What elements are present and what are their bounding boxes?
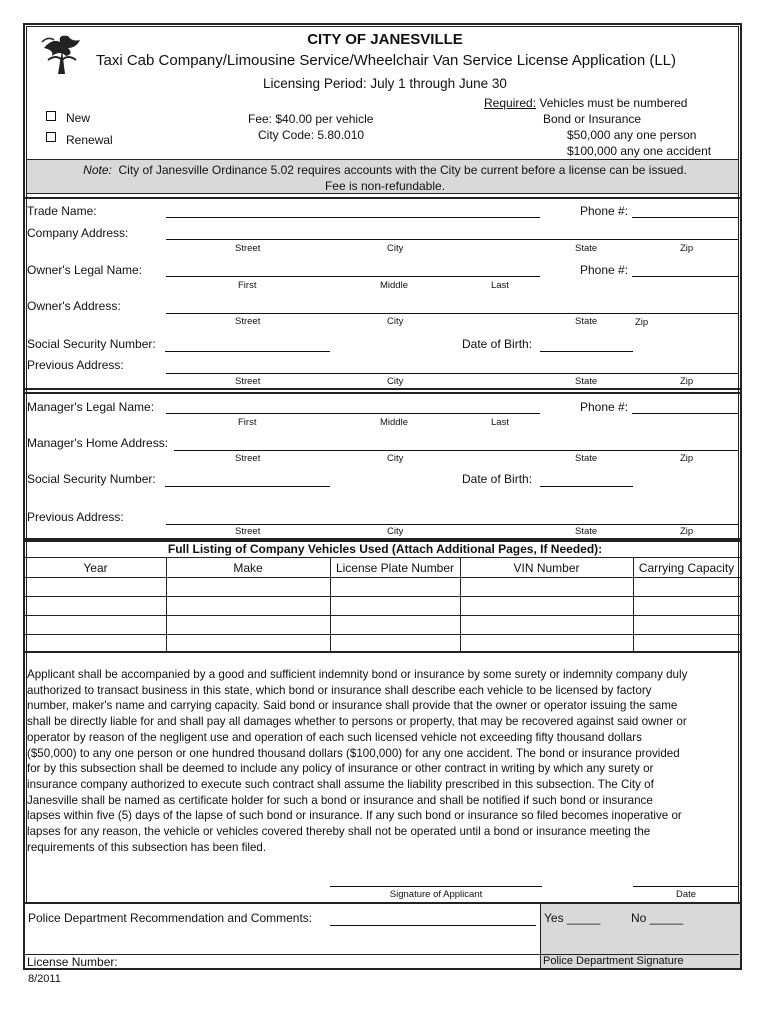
owner-middle-caption: Middle [380, 280, 408, 291]
owner-dob-field[interactable] [540, 351, 633, 352]
col-year: Year [83, 561, 108, 575]
police-no-option[interactable]: No _____ [631, 911, 684, 925]
police-yes-option[interactable]: Yes _____ [544, 911, 601, 925]
legal-line: requirements of this subsection has been filed. [27, 840, 267, 854]
manager-dob-label: Date of Birth: [462, 472, 533, 486]
company-address-label: Company Address: [27, 226, 129, 240]
applicant-signature-field[interactable] [330, 886, 542, 887]
owner-first-caption: First [238, 280, 257, 291]
note-label: Note: [83, 163, 112, 177]
legal-line: for by this subsection shall be deemed to include any policy of insurance or other contract in writing by which any surety or [27, 762, 654, 776]
legal-line: ($50,000) to any one person or one hundred thousand dollars ($100,000) for any one accident. The bond or insurance provided [27, 746, 680, 760]
legal-line: insurance company authorized to execute such contract shall assume the liability prescribed in this subsection. The City of [27, 777, 654, 791]
owner-address-label: Owner's Address: [27, 299, 121, 313]
amount-person: $50,000 any one person [567, 128, 697, 142]
legal-line: operator by reason of the negligent use and operation of each such licensed vehicle not exceeding fifty thousand dollars [27, 730, 642, 744]
manager-ssn-field[interactable] [165, 486, 330, 487]
amount-accident: $100,000 any one accident [567, 144, 712, 158]
signature-date-caption: Date [675, 889, 697, 900]
owner-name-label: Owner's Legal Name: [27, 263, 143, 277]
note-text: City of Janesville Ordinance 5.02 requires accounts with the City be current before a license can be issued. [118, 163, 687, 177]
renewal-label: Renewal [66, 133, 113, 147]
owner-prev-street-caption: Street [235, 376, 261, 387]
legal-line: lapses within five (5) days of the lapse of such bond or insurance. If any such bond or insurance so filed becomes inoperative or [27, 809, 682, 823]
bond-text: Bond or Insurance [543, 112, 642, 126]
manager-phone-label: Phone #: [580, 400, 629, 414]
applicant-signature-caption: Signature of Applicant [389, 889, 483, 900]
manager-city-caption: City [387, 453, 404, 464]
trade-name-label: Trade Name: [27, 204, 97, 218]
col-license-plate: License Plate Number [335, 561, 455, 575]
police-comments-field[interactable] [330, 925, 536, 926]
form-title: Taxi Cab Company/Limousine Service/Wheelchair Van Service License Application (LL) [96, 52, 677, 69]
owner-name-field[interactable] [166, 276, 540, 277]
owner-phone-label: Phone #: [580, 263, 629, 277]
company-section [23, 197, 742, 390]
owner-address-field[interactable] [166, 313, 738, 314]
trade-name-field[interactable] [166, 217, 540, 218]
revision-date: 8/2011 [28, 973, 61, 985]
owner-state-caption: State [575, 316, 598, 327]
legal-text [27, 667, 739, 855]
col-vin: VIN Number [513, 561, 580, 575]
manager-section [23, 392, 742, 540]
owner-dob-label: Date of Birth: [462, 337, 533, 351]
required-heading [484, 96, 687, 110]
manager-prev-address-field[interactable] [166, 524, 738, 525]
required-label: Required: [484, 96, 537, 110]
city-title: CITY OF JANESVILLE [307, 31, 463, 48]
manager-prev-state-caption: State [575, 526, 598, 537]
police-signature-label: Police Department Signature [543, 955, 684, 967]
manager-address-label: Manager's Home Address: [27, 436, 169, 450]
legal-line: authorized to transact business in this state, which bond or insurance shall describe each vehicle to be licensed by factory [27, 683, 652, 697]
legal-line: number, maker's name and carrying capacity. Said bond or insurance shall provide that the owner or operator issuing the same [27, 699, 678, 713]
legal-line: Janesville shall be named as certificate holder for such a bond or insurance and shall be notified if such bond or insurance [27, 793, 653, 807]
owner-last-caption: Last [491, 280, 509, 291]
manager-middle-caption: Middle [380, 417, 408, 428]
owner-phone-field[interactable] [632, 276, 738, 277]
manager-state-caption: State [575, 453, 598, 464]
manager-street-caption: Street [235, 453, 261, 464]
owner-ssn-label: Social Security Number: [27, 337, 156, 351]
signature-date-field[interactable] [633, 886, 739, 887]
owner-prev-address-field[interactable] [166, 373, 738, 374]
manager-prev-city-caption: City [387, 526, 404, 537]
manager-zip-caption: Zip [680, 453, 694, 464]
owner-prev-state-caption: State [575, 376, 598, 387]
police-recommend-label: Police Department Recommendation and Comments: [28, 911, 313, 925]
legal-line: shall be directly liable for and shall pay all damages whether to persons or property, that may be recovered against said owner or [27, 715, 687, 729]
company-city-caption: City [387, 243, 404, 254]
new-checkbox[interactable] [46, 111, 56, 121]
manager-prev-zip-caption: Zip [680, 526, 694, 537]
owner-street-caption: Street [235, 316, 261, 327]
city-code-text: City Code: 5.80.010 [258, 128, 365, 142]
new-label: New [66, 111, 91, 125]
legal-line: Applicant shall be accompanied by a good and sufficient indemnity bond or insurance by some surety or indemnity company duly [27, 668, 688, 681]
manager-last-caption: Last [491, 417, 509, 428]
license-number-label: License Number: [27, 955, 118, 969]
owner-prev-address-label: Previous Address: [27, 358, 124, 372]
manager-name-label: Manager's Legal Name: [27, 400, 155, 414]
owner-prev-city-caption: City [387, 376, 404, 387]
manager-prev-street-caption: Street [235, 526, 261, 537]
company-state-caption: State [575, 243, 598, 254]
fee-text: Fee: $40.00 per vehicle [248, 112, 374, 126]
col-capacity: Carrying Capacity [638, 561, 735, 575]
renewal-checkbox[interactable] [46, 132, 56, 142]
manager-first-caption: First [238, 417, 257, 428]
manager-address-field[interactable] [174, 450, 738, 451]
note-line-1 [0, 163, 770, 177]
police-divider [540, 904, 541, 968]
company-phone-field[interactable] [632, 217, 738, 218]
note-line-2: Fee is non-refundable. [324, 179, 446, 193]
manager-ssn-label: Social Security Number: [27, 472, 156, 486]
manager-name-field[interactable] [166, 413, 540, 414]
owner-zip-caption: Zip [635, 317, 649, 328]
vehicles-title: Full Listing of Company Vehicles Used (Attach Additional Pages, If Needed): [167, 542, 603, 556]
required-text: Vehicles must be numbered [539, 96, 688, 110]
manager-phone-field[interactable] [632, 413, 738, 414]
licensing-period: Licensing Period: July 1 through June 30 [263, 76, 507, 91]
company-street-caption: Street [235, 243, 261, 254]
company-address-field[interactable] [166, 239, 738, 240]
manager-dob-field[interactable] [540, 486, 633, 487]
legal-line: lapses for any reason, the vehicle or vehicles covered thereby shall not be operated until a bond or insurance meeting the [27, 825, 651, 839]
col-make: Make [233, 561, 263, 575]
company-phone-label: Phone #: [580, 204, 629, 218]
manager-prev-address-label: Previous Address: [27, 510, 124, 524]
owner-ssn-field[interactable] [165, 351, 330, 352]
company-zip-caption: Zip [680, 243, 694, 254]
owner-city-caption: City [387, 316, 404, 327]
owner-prev-zip-caption: Zip [680, 376, 694, 387]
